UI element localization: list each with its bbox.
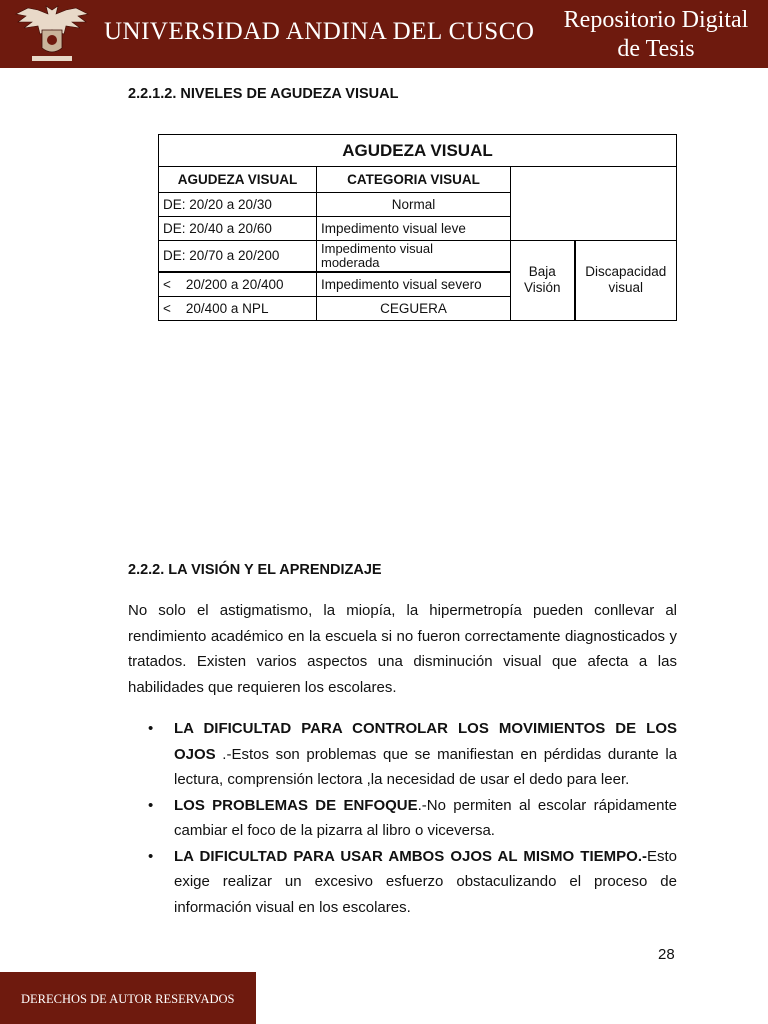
baja-line2: Visión [523,280,561,296]
disc-line2: visual [608,280,643,296]
disc-line1: Discapacidad [585,264,667,280]
baja-vision-cell [511,241,575,321]
body-paragraph: No solo el astigmatismo, la miopía, la hipermetropía pueden conllevar al rendimiento académico en la escuela si no fueron correctamente diagnosticados y tratados. Existen varios aspectos una disminución visual que afecta a las habilidades que requieren los escolares. [128,602,677,696]
range-cell: < 20/200 a 20/400 [159,272,317,297]
bullet-icon: • [148,847,154,865]
category-line2: moderada [321,254,380,270]
list-item [128,716,677,793]
visual-acuity-table [158,134,677,321]
item-bold: LA DIFICULTAD PARA USAR AMBOS OJOS AL MISMO TIEMPO.- [174,847,647,865]
category-line1: Impedimento visual [321,240,433,256]
range-cell: < 20/400 a NPL [159,296,317,320]
footer-bar [0,972,256,1024]
column-header-agudeza: AGUDEZA VISUAL [159,167,317,193]
table-row [159,241,677,272]
item-text: .-No permiten al escolar rápidamente cambiar el foco de la pizarra al libro o viceversa. [174,796,677,839]
bullet-icon: • [148,720,154,737]
table-title: AGUDEZA VISUAL [159,135,677,167]
item-text: Esto exige realizar un excesivo esfuerzo obstaculizando el proceso de información visual en los escolares. [174,847,677,916]
empty-cell [511,167,677,241]
column-header-categoria: CATEGORIA VISUAL [317,167,511,193]
category-cell: Impedimento visual leve [317,217,511,241]
category-cell: Normal [317,193,511,217]
footer-text: DERECHOS DE AUTOR RESERVADOS [21,992,235,1006]
range-cell: DE: 20/70 a 20/200 [159,241,317,272]
item-text: .-Estos son problemas que se manifiestan en pérdidas durante la lectura, comprensión lectora ,la necesidad de usar el dedo para leer. [174,745,677,788]
item-bold: LOS PROBLEMAS DE ENFOQUE [174,796,418,814]
discapacidad-visual-cell [575,241,677,321]
header-bar [0,0,768,68]
university-name: UNIVERSIDAD ANDINA DEL CUSCO [104,18,535,45]
list-item [128,793,677,844]
section-heading-niveles: 2.2.1.2. NIVELES DE AGUDEZA VISUAL [128,86,399,102]
university-crest-logo [10,4,94,64]
page-number: 28 [658,946,675,963]
repository-title-line1: Repositorio Digital [563,7,749,33]
repository-title-line2: de Tesis [617,36,695,62]
item-bold: LA DIFICULTAD PARA CONTROLAR LOS MOVIMIENTOS DE LOS OJOS [174,720,677,763]
baja-line1: Baja [528,264,556,280]
bullet-list [128,716,677,920]
section-heading-vision: 2.2.2. LA VISIÓN Y EL APRENDIZAJE [128,562,382,578]
list-item [128,844,677,921]
range-cell: DE: 20/20 a 20/30 [159,193,317,217]
category-cell [317,241,511,272]
range-cell: DE: 20/40 a 20/60 [159,217,317,241]
category-cell: CEGUERA [317,296,511,320]
category-cell: Impedimento visual severo [317,272,511,297]
repository-title [556,6,756,64]
bullet-icon: • [148,796,154,814]
